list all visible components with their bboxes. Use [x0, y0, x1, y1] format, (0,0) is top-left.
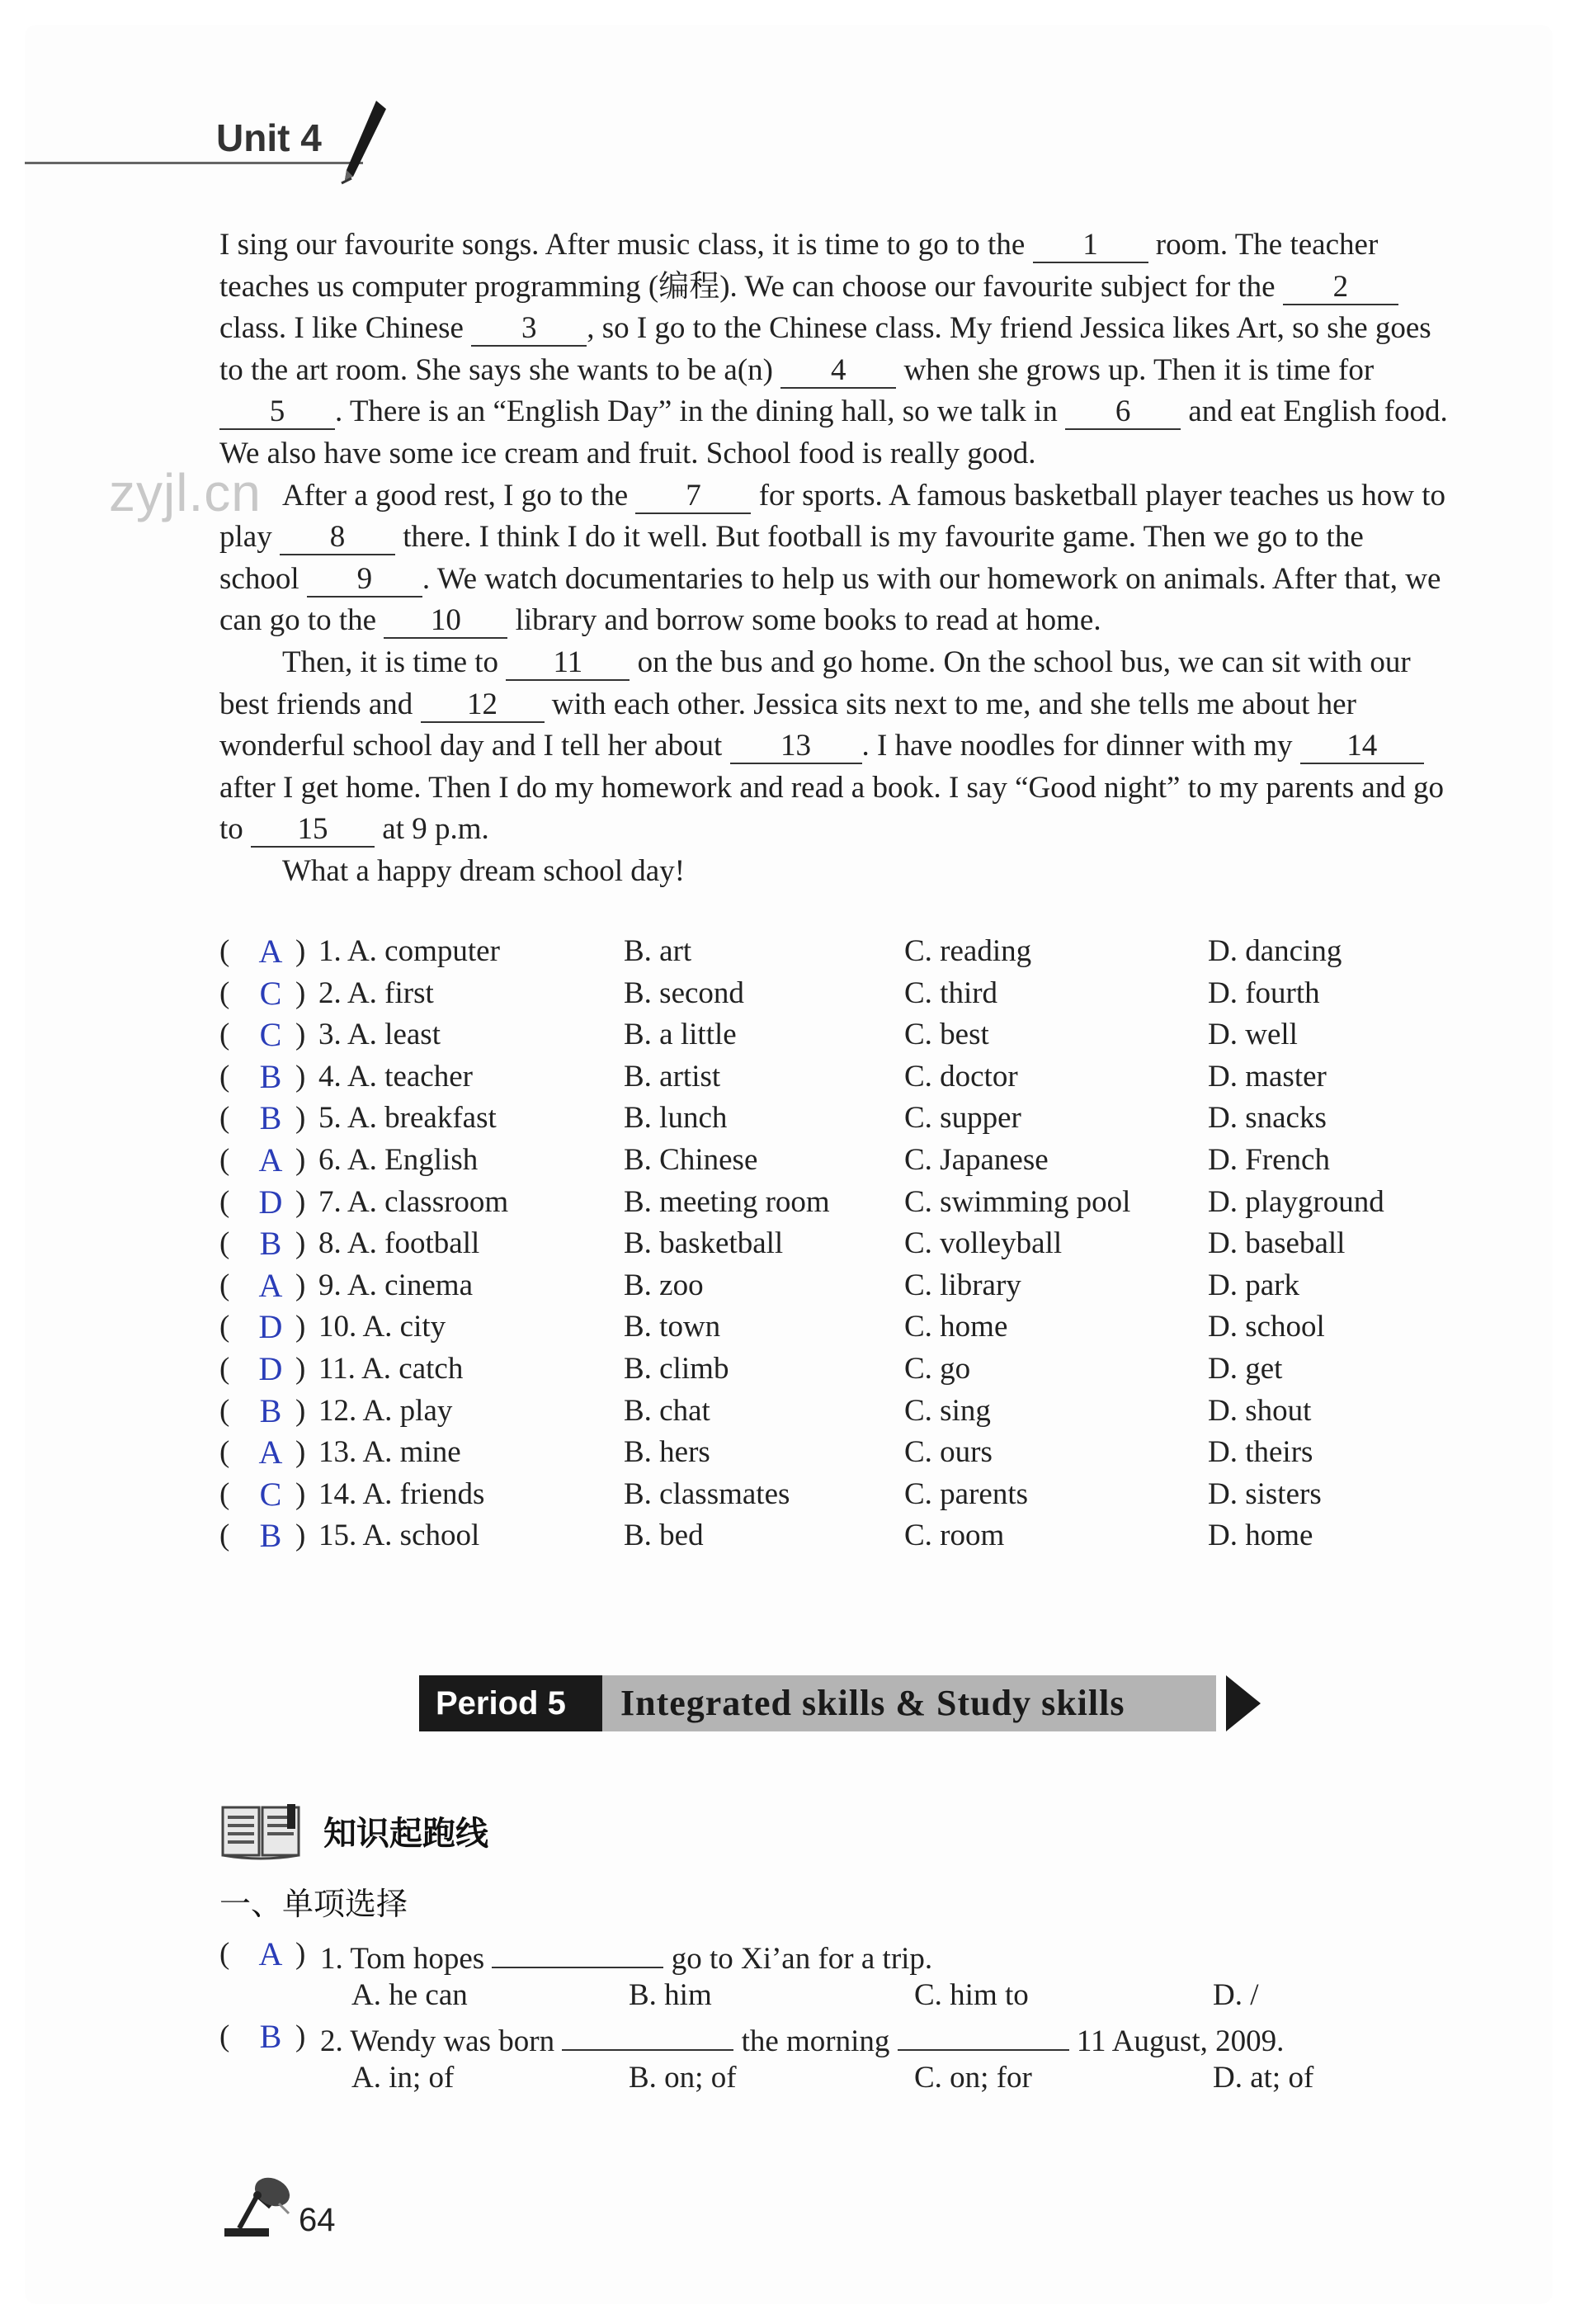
option-a: 13. A. mine — [318, 1435, 461, 1470]
text: , so I go to the Chinese class. My friend Jessica likes Art, so she goes to the art room. She says she wants to be a(n) — [219, 311, 1431, 387]
option-c: C. doctor — [904, 1059, 1018, 1094]
option-row — [219, 1223, 1457, 1265]
open-paren: ( — [219, 1059, 230, 1094]
blank-2: 2 — [1283, 271, 1398, 305]
answer-mark: A — [258, 1434, 283, 1471]
option-c: C. volleyball — [904, 1226, 1063, 1261]
page-number: 64 — [299, 2202, 336, 2238]
answer-blank — [898, 2016, 1069, 2051]
cloze-passage — [219, 224, 1449, 893]
option-d: D. French — [1208, 1142, 1330, 1177]
close-paren: ) — [295, 1476, 306, 1511]
question-list — [219, 1934, 1457, 2099]
option-list — [219, 931, 1457, 1557]
open-paren: ( — [219, 1435, 230, 1470]
close-paren: ) — [295, 1268, 306, 1302]
option-d: D. fourth — [1208, 975, 1320, 1010]
option-d: D. park — [1208, 1268, 1299, 1302]
option-b: B. him — [629, 1978, 712, 2012]
blank-9: 9 — [307, 563, 422, 598]
option-b: B. meeting room — [624, 1184, 830, 1219]
text: Then, it is time to — [282, 645, 507, 679]
close-paren: ) — [295, 2019, 306, 2053]
text: there. I think I do it well. But football is my favourite game. Then we go to the school — [219, 520, 1364, 596]
answer-mark: B — [259, 1517, 282, 1555]
open-paren: ( — [219, 1184, 230, 1219]
option-c: C. library — [904, 1268, 1021, 1302]
option-a: 3. A. least — [318, 1018, 441, 1052]
option-c: C. on; for — [914, 2061, 1032, 2095]
question-1-stem — [219, 1934, 1457, 1975]
answer-mark: B — [259, 1225, 282, 1263]
question-1-options — [219, 1975, 1457, 2016]
open-paren: ( — [219, 1393, 230, 1428]
text: 2. Wendy was born — [320, 2024, 563, 2058]
option-a: 15. A. school — [318, 1519, 480, 1553]
text: I sing our favourite songs. After music class, it is time to go to the — [219, 228, 1033, 262]
option-row — [219, 1098, 1457, 1140]
option-d: D. snacks — [1208, 1101, 1327, 1136]
option-d: D. theirs — [1208, 1435, 1313, 1470]
option-c: C. ours — [904, 1435, 993, 1470]
text: library and borrow some books to read at home. — [507, 603, 1101, 638]
option-b: B. climb — [624, 1351, 729, 1386]
unit-title: Unit 4 — [216, 116, 322, 159]
option-b: B. zoo — [624, 1268, 704, 1302]
section-title: 知识起跑线 — [323, 1815, 488, 1852]
blank-14: 14 — [1300, 730, 1424, 764]
open-paren: ( — [219, 1142, 230, 1177]
blank-8: 8 — [280, 521, 395, 555]
close-paren: ) — [295, 1519, 306, 1553]
option-b: B. art — [624, 934, 692, 968]
text: . There is an “English Day” in the dining hall, so we talk in — [335, 394, 1066, 429]
option-a: A. in; of — [351, 2061, 455, 2095]
paragraph-3 — [219, 642, 1449, 851]
option-d: D. at; of — [1213, 2061, 1314, 2095]
option-b: B. hers — [624, 1435, 710, 1470]
close-paren: ) — [295, 1351, 306, 1386]
question-2-stem — [219, 2016, 1457, 2057]
option-d: D. sisters — [1208, 1476, 1322, 1511]
option-c: C. sing — [904, 1393, 991, 1428]
blank-4: 4 — [780, 354, 896, 389]
close-paren: ) — [295, 1142, 306, 1177]
text: after I get home. Then I do my homework and read a book. I say “Good night” to my parents and go to — [219, 770, 1445, 847]
play-arrow-icon — [1226, 1675, 1261, 1731]
option-a: A. he can — [351, 1978, 468, 2012]
option-b: B. a little — [624, 1018, 737, 1052]
answer-mark: D — [258, 1308, 283, 1346]
option-row — [219, 1140, 1457, 1182]
option-d: D. baseball — [1208, 1226, 1346, 1261]
open-paren: ( — [219, 975, 230, 1010]
option-b: B. lunch — [624, 1101, 728, 1136]
option-row — [219, 973, 1457, 1015]
close-paren: ) — [295, 1184, 306, 1219]
option-d: D. school — [1208, 1310, 1325, 1344]
option-b: B. second — [624, 975, 744, 1010]
option-d: D. / — [1213, 1978, 1259, 2012]
option-c: C. room — [904, 1519, 1005, 1553]
answer-mark: B — [259, 1391, 282, 1429]
open-paren: ( — [219, 1018, 230, 1052]
text: for sports. A famous basketball player teaches us how to play — [219, 478, 1446, 555]
option-row — [219, 1306, 1457, 1349]
header-rule — [25, 162, 363, 164]
answer-mark: B — [259, 1057, 282, 1095]
text: . We watch documentaries to help us with our homework on animals. After that, we can go to the — [219, 561, 1441, 638]
open-paren: ( — [219, 1310, 230, 1344]
blank-13: 13 — [730, 730, 862, 764]
option-row — [219, 1265, 1457, 1307]
open-paren: ( — [219, 2019, 230, 2053]
option-row — [219, 931, 1457, 973]
option-d: D. home — [1208, 1519, 1313, 1553]
text: the morning — [733, 2024, 898, 2058]
open-paren: ( — [219, 1268, 230, 1302]
option-row — [219, 1349, 1457, 1391]
answer-mark: C — [259, 1016, 282, 1054]
option-b: B. Chinese — [624, 1142, 758, 1177]
option-c: C. reading — [904, 934, 1032, 968]
text: and eat English food. We also have some ice cream and fruit. School food is really good. — [219, 394, 1448, 470]
open-paren: ( — [219, 1226, 230, 1261]
subsection-title: 一、单项选择 — [219, 1887, 408, 1922]
close-paren: ) — [295, 1393, 306, 1428]
option-row — [219, 1432, 1457, 1474]
option-row — [219, 1182, 1457, 1224]
option-b: B. town — [624, 1310, 721, 1344]
option-c: C. third — [904, 975, 998, 1010]
watermark: zyjl.cn — [109, 463, 262, 522]
close-paren: ) — [295, 1937, 306, 1971]
paragraph-1 — [219, 224, 1449, 475]
option-b: B. classmates — [624, 1476, 790, 1511]
answer-mark: D — [258, 1349, 283, 1387]
text: go to Xi’an for a trip. — [663, 1942, 933, 1976]
answer-mark: B — [259, 2018, 282, 2055]
blank-12: 12 — [421, 688, 545, 723]
option-c: C. Japanese — [904, 1142, 1049, 1177]
close-paren: ) — [295, 1226, 306, 1261]
open-paren: ( — [219, 1476, 230, 1511]
option-a: 4. A. teacher — [318, 1059, 473, 1094]
option-d: D. dancing — [1208, 934, 1342, 968]
option-b: B. chat — [624, 1393, 710, 1428]
open-paren: ( — [219, 1351, 230, 1386]
text: on the bus and go home. On the school bus, we can sit with our best friends and — [219, 645, 1411, 721]
text: when she grows up. Then it is time for — [896, 352, 1375, 387]
close-paren: ) — [295, 1059, 306, 1094]
blank-7: 7 — [635, 479, 751, 514]
answer-mark: A — [258, 1141, 283, 1179]
option-d: D. get — [1208, 1351, 1283, 1386]
option-c: C. swimming pool — [904, 1184, 1131, 1219]
period-label: Period 5 — [419, 1675, 602, 1731]
option-c: C. home — [904, 1310, 1008, 1344]
option-a: 14. A. friends — [318, 1476, 485, 1511]
blank-1: 1 — [1033, 229, 1148, 263]
open-paren: ( — [219, 934, 230, 968]
text: . I have noodles for dinner with my — [861, 729, 1300, 763]
blank-5: 5 — [219, 395, 335, 430]
text: class. I like Chinese — [219, 311, 472, 346]
option-row — [219, 1474, 1457, 1516]
option-d: D. playground — [1208, 1184, 1384, 1219]
text: with each other. Jessica sits next to me, and she tells me about her wonderful school day and I tell her about — [219, 687, 1356, 763]
close-paren: ) — [295, 1101, 306, 1136]
option-d: D. shout — [1208, 1393, 1312, 1428]
answer-mark: A — [258, 933, 283, 970]
answer-mark: A — [258, 1935, 283, 1972]
answer-mark: C — [259, 1475, 282, 1513]
answer-blank — [492, 1934, 663, 1968]
question-2-options — [219, 2057, 1457, 2099]
answer-mark: B — [259, 1099, 282, 1137]
close-paren: ) — [295, 1310, 306, 1344]
question-text — [320, 1934, 932, 1980]
option-a: 1. A. computer — [318, 934, 500, 968]
close-paren: ) — [295, 1435, 306, 1470]
open-paren: ( — [219, 1519, 230, 1553]
close-paren: ) — [295, 1018, 306, 1052]
option-c: C. go — [904, 1351, 971, 1386]
option-a: 9. A. cinema — [318, 1268, 474, 1302]
option-a: 6. A. English — [318, 1142, 479, 1177]
option-row — [219, 1014, 1457, 1056]
option-row — [219, 1515, 1457, 1557]
option-d: D. well — [1208, 1018, 1298, 1052]
blank-11: 11 — [506, 646, 630, 681]
period-title: Integrated skills & Study skills — [620, 1683, 1125, 1723]
text: After a good rest, I go to the — [282, 478, 636, 513]
text: 11 August, 2009. — [1068, 2024, 1285, 2058]
blank-6: 6 — [1065, 395, 1181, 430]
close-paren: ) — [295, 934, 306, 968]
blank-10: 10 — [384, 604, 507, 639]
option-row — [219, 1391, 1457, 1433]
option-a: 12. A. play — [318, 1393, 453, 1428]
paragraph-4: What a happy dream school day! — [282, 853, 686, 888]
answer-mark: D — [258, 1183, 283, 1221]
text: at 9 p.m. — [375, 812, 489, 847]
option-c: C. parents — [904, 1476, 1029, 1511]
blank-3: 3 — [471, 312, 587, 347]
option-b: B. basketball — [624, 1226, 784, 1261]
option-c: C. him to — [914, 1978, 1029, 2012]
option-d: D. master — [1208, 1059, 1327, 1094]
pen-icon — [337, 97, 389, 188]
open-paren: ( — [219, 1937, 230, 1971]
answer-mark: C — [259, 974, 282, 1012]
option-c: C. best — [904, 1018, 989, 1052]
desk-lamp-icon — [221, 2170, 295, 2238]
answer-blank — [562, 2016, 733, 2051]
period-banner — [419, 1675, 1216, 1731]
paragraph-2 — [219, 475, 1449, 642]
option-a: 11. A. catch — [318, 1351, 464, 1386]
open-paren: ( — [219, 1101, 230, 1136]
option-row — [219, 1056, 1457, 1098]
text: 1. Tom hopes — [320, 1942, 493, 1976]
option-a: 2. A. first — [318, 975, 434, 1010]
option-a: 5. A. breakfast — [318, 1101, 497, 1136]
close-paren: ) — [295, 975, 306, 1010]
option-b: B. bed — [624, 1519, 704, 1553]
option-c: C. supper — [904, 1101, 1021, 1136]
option-a: 7. A. classroom — [318, 1184, 509, 1219]
book-icon — [221, 1804, 300, 1862]
question-text — [320, 2016, 1284, 2062]
blank-15: 15 — [251, 813, 375, 848]
option-b: B. artist — [624, 1059, 721, 1094]
option-a: 8. A. football — [318, 1226, 480, 1261]
option-b: B. on; of — [629, 2061, 737, 2095]
answer-mark: A — [258, 1266, 283, 1304]
option-a: 10. A. city — [318, 1310, 446, 1344]
text: room. The teacher teaches us computer programming (编程). We can choose our favourite subject for the — [219, 228, 1379, 304]
